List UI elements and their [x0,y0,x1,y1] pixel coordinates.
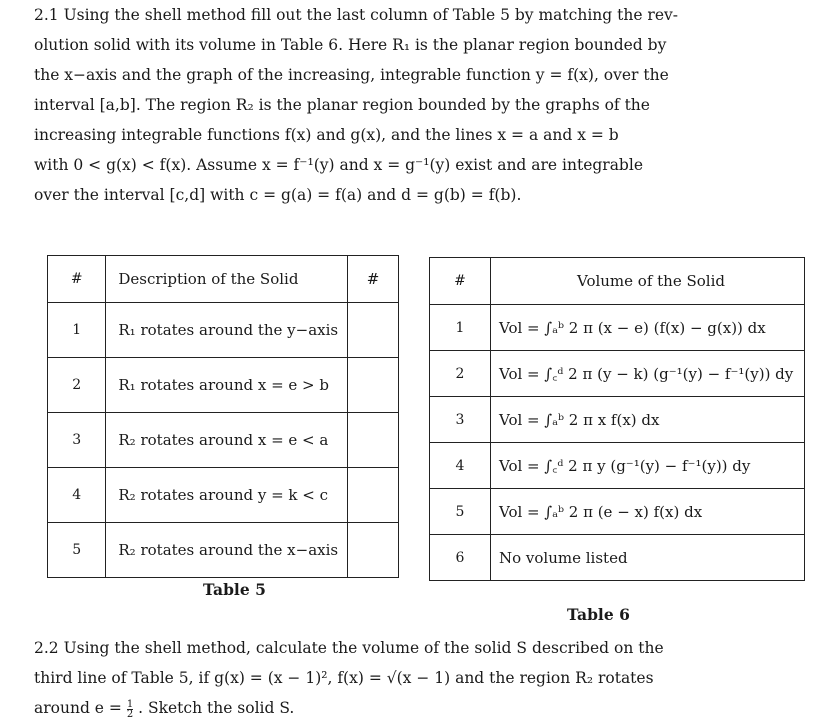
header-description: Description of the Solid [106,256,348,303]
line-3-suffix: . Sketch the solid S. [138,699,295,717]
table-5 [47,255,399,578]
answer-cell[interactable] [348,413,399,468]
table-header-row [430,258,805,305]
row-description: R₁ rotates around x = e > b [106,358,348,413]
line-3-prefix: around e = [34,699,127,717]
row-description: R₁ rotates around the y−axis [106,303,348,358]
row-description: R₂ rotates around y = k < c [106,468,348,523]
row-number: 4 [430,443,491,489]
table-row [48,468,399,523]
row-description: R₂ rotates around the x−axis [106,523,348,578]
header-volume: Volume of the Solid [491,258,805,305]
table-5-caption: Table 5 [203,580,266,599]
fraction-one-half [127,700,133,719]
row-number: 3 [48,413,106,468]
volume-formula: Vol = ∫ₐᵇ 2 π (x − e) (f(x) − g(x)) dx [491,305,805,351]
problem-line-7: over the interval [c,d] with c = g(a) = f(a) and d = g(b) = f(b). [34,186,522,204]
problem-line-1: 2.1 Using the shell method fill out the last column of Table 5 by matching the rev- [34,6,678,24]
row-number: 5 [48,523,106,578]
table-row [48,358,399,413]
row-number: 4 [48,468,106,523]
row-number: 1 [48,303,106,358]
header-number: # [48,256,106,303]
volume-formula: Vol = ∫ₐᵇ 2 π x f(x) dx [491,397,805,443]
table-6 [429,257,805,581]
table-row [430,443,805,489]
row-number: 2 [48,358,106,413]
volume-formula: Vol = ∫꜀ᵈ 2 π y (g⁻¹(y) − f⁻¹(y)) dy [491,443,805,489]
problem-2-2-line-3 [34,693,694,723]
volume-formula: No volume listed [491,535,805,581]
problem-line-3: the x−axis and the graph of the increasing, integrable function y = f(x), over the [34,66,669,84]
problem-2-2-text [34,633,694,723]
fraction-numerator: 1 [126,698,134,710]
header-answer-number: # [348,256,399,303]
table-row [430,305,805,351]
problem-line-6: with 0 < g(x) < f(x). Assume x = f⁻¹(y) and x = g⁻¹(y) exist and are integrable [34,156,643,174]
answer-cell[interactable] [348,523,399,578]
volume-formula: Vol = ∫꜀ᵈ 2 π (y − k) (g⁻¹(y) − f⁻¹(y)) dy [491,351,805,397]
problem-2-1-text [34,0,694,210]
header-number: # [430,258,491,305]
table-row [430,397,805,443]
table-header-row [48,256,399,303]
table-row [48,523,399,578]
row-number: 5 [430,489,491,535]
problem-2-2-line-2: third line of Table 5, if g(x) = (x − 1)², f(x) = √(x − 1) and the region R₂ rotates [34,669,654,687]
row-number: 6 [430,535,491,581]
row-number: 2 [430,351,491,397]
row-description: R₂ rotates around x = e < a [106,413,348,468]
table-row [48,413,399,468]
problem-2-2-line-1: 2.2 Using the shell method, calculate the volume of the solid S described on the [34,639,664,657]
fraction-denominator: 2 [126,708,134,720]
table-row [430,351,805,397]
problem-line-2: olution solid with its volume in Table 6. Here R₁ is the planar region bounded by [34,36,667,54]
table-row [430,489,805,535]
answer-cell[interactable] [348,468,399,523]
row-number: 1 [430,305,491,351]
table-row [430,535,805,581]
problem-line-4: interval [a,b]. The region R₂ is the planar region bounded by the graphs of the [34,96,650,114]
table-6-caption: Table 6 [567,605,630,624]
table-row [48,303,399,358]
answer-cell[interactable] [348,303,399,358]
problem-line-5: increasing integrable functions f(x) and g(x), and the lines x = a and x = b [34,126,619,144]
answer-cell[interactable] [348,358,399,413]
row-number: 3 [430,397,491,443]
volume-formula: Vol = ∫ₐᵇ 2 π (e − x) f(x) dx [491,489,805,535]
